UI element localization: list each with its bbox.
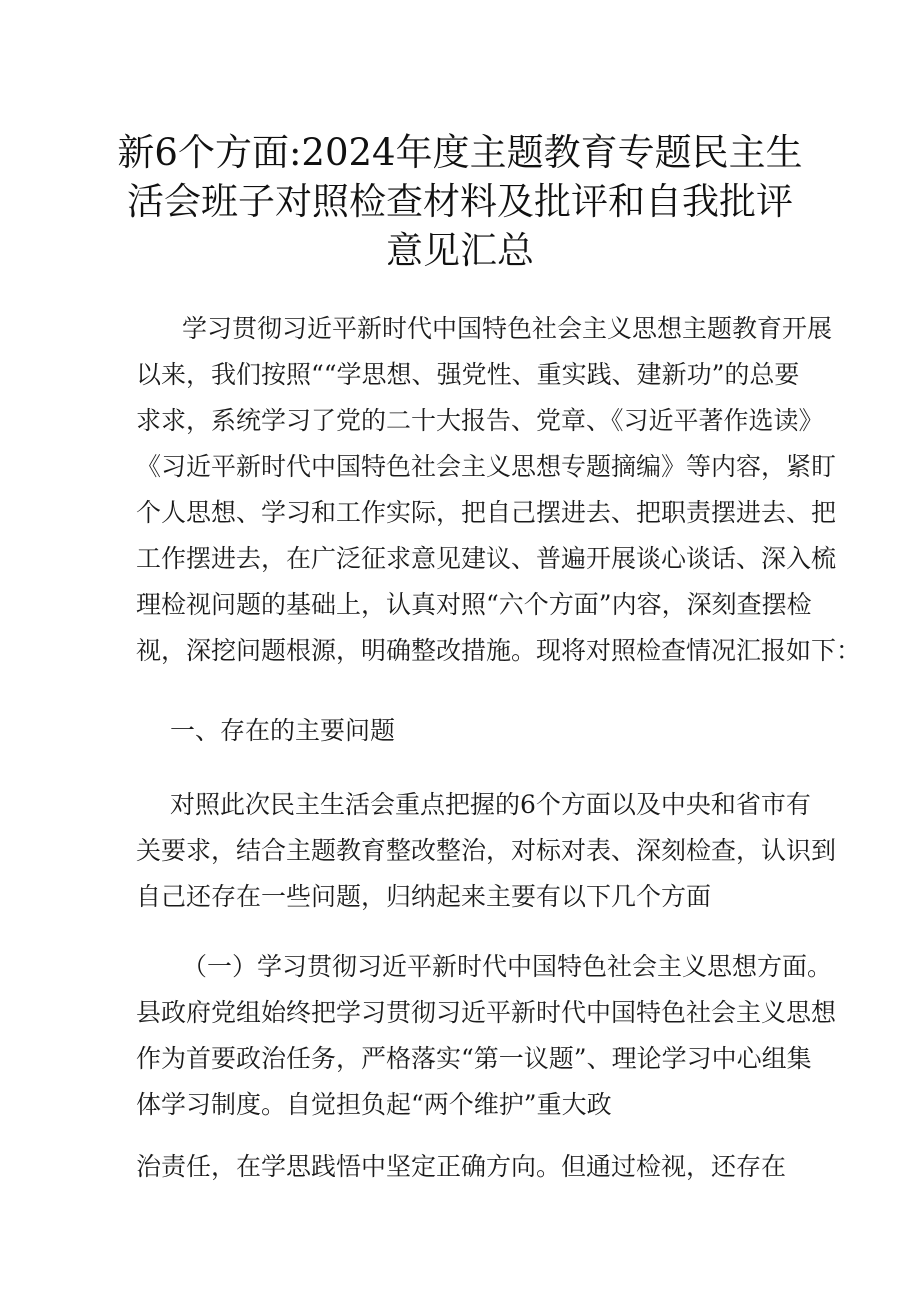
title-line-2: 活会班子对照检查材料及批评和自我批评 [127, 180, 793, 223]
intro-line-5: 个人思想、学习和工作实际，把自己摆进去、把职责摆进去、把 [136, 498, 837, 527]
subsection-line-4: 体学习制度。自觉担负起“两个维护”重大政 [136, 1090, 612, 1119]
subsection-line-2: 县政府党组始终把学习贯彻习近平新时代中国特色社会主义思想 [136, 998, 837, 1027]
intro-line-8: 视，深挖问题根源，明确整改措施。现将对照检查情况汇报如下： [136, 636, 862, 665]
section-para-line-1: 对照此次民主生活会重点把握的6个方面以及中央和省市有 [170, 790, 811, 819]
intro-line-4: 《习近平新时代中国特色社会主义思想专题摘编》等内容，紧盯 [136, 452, 837, 481]
intro-line-3: 求求，系统学习了党的二十大报告、党章、《习近平著作选读》 [136, 406, 824, 435]
title-line-1: 新6个方面:2024年度主题教育专题民主生 [117, 131, 803, 174]
document-title [100, 128, 820, 275]
section-heading: 一、存在的主要问题 [170, 716, 396, 745]
title-line-3: 意见汇总 [386, 229, 534, 272]
section-para-line-2: 关要求，结合主题教育整改整治，对标对表、深刻检查，认识到 [136, 836, 837, 865]
intro-line-7: 理检视问题的基础上，认真对照“六个方面”内容，深刻查摆检 [136, 590, 812, 619]
final-line: 治责任，在学思践悟中坚定正确方向。但通过检视，还存在 [136, 1152, 787, 1181]
subsection-line-1: （一）学习贯彻习近平新时代中国特色社会主义思想方面。 [182, 952, 833, 981]
section-para-line-3: 自己还存在一些问题，归纳起来主要有以下几个方面 [136, 882, 712, 911]
intro-line-2: 以来，我们按照““学思想、强党性、重实践、建新功”的总要 [136, 360, 800, 389]
intro-line-6: 工作摆进去，在广泛征求意见建议、普遍开展谈心谈话、深入梳 [136, 544, 837, 573]
intro-line-1: 学习贯彻习近平新时代中国特色社会主义思想主题教育开展 [182, 314, 833, 343]
subsection-line-3: 作为首要政治任务，严格落实“第一议题”、理论学习中心组集 [136, 1044, 812, 1073]
